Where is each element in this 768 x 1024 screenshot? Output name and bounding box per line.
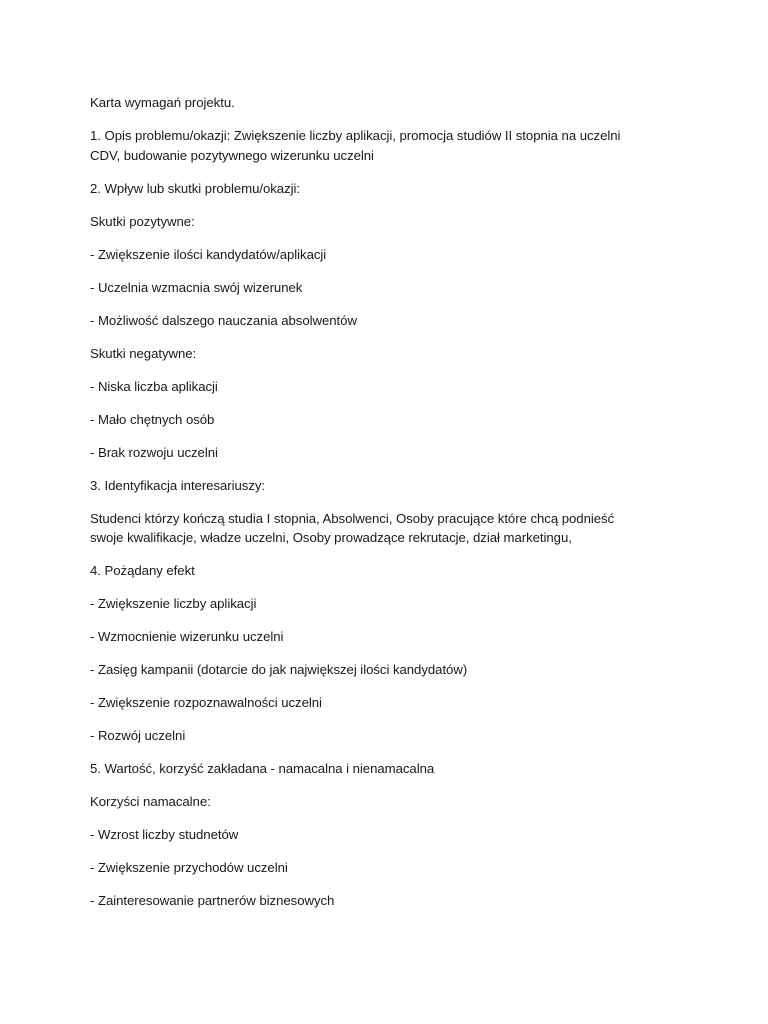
list-item: - Zasięg kampanii (dotarcie do jak największej ilości kandydatów) — [90, 662, 468, 677]
section-3-heading: 3. Identyfikacja interesariuszy: — [90, 477, 266, 493]
list-item: - Niska liczba aplikacji — [90, 378, 218, 394]
section-4-heading: 4. Pożądany efekt — [90, 563, 195, 578]
list-item: - Wzrost liczby studnetów — [90, 827, 239, 842]
list-item: - Zwiększenie ilości kandydatów/aplikacji — [90, 246, 327, 262]
list-item: - Mało chętnych osób — [90, 411, 215, 427]
list-item: - Zainteresowanie partnerów biznesowych — [90, 893, 335, 908]
section-2-heading: 2. Wpływ lub skutki problemu/okazji: — [90, 180, 301, 196]
negative-effects-heading: Skutki negatywne: — [90, 345, 197, 361]
list-item: - Zwiększenie przychodów uczelni — [90, 860, 288, 875]
list-item: - Możliwość dalszego nauczania absolwentów — [90, 312, 357, 328]
section-5-heading: 5. Wartość, korzyść zakładana - namacalna i nienamacalna — [90, 761, 435, 776]
list-item: - Brak rozwoju uczelni — [90, 444, 218, 460]
list-item: - Uczelnia wzmacnia swój wizerunek — [90, 279, 303, 295]
document-title: Karta wymagań projektu. — [90, 95, 235, 110]
document-body — [90, 93, 650, 924]
tangible-benefits-heading: Korzyści namacalne: — [90, 794, 211, 809]
list-item: - Zwiększenie rozpoznawalności uczelni — [90, 695, 322, 710]
list-item: - Wzmocnienie wizerunku uczelni — [90, 629, 284, 644]
stakeholders-paragraph: Studenci którzy kończą studia I stopnia, Absolwenci, Osoby pracujące które chcą podnieść swoje kwalifikacje, władze uczelni, Osoby prowadzące rekrutacje, dział marketingu, — [90, 510, 615, 545]
list-item: - Zwiększenie liczby aplikacji — [90, 596, 257, 611]
section-1-problem-description: 1. Opis problemu/okazji: Zwiększenie liczby aplikacji, promocja studiów II stopnia na uczelni CDV, budowanie pozytywnego wizerunku uczelni — [90, 128, 621, 163]
list-item: - Rozwój uczelni — [90, 728, 186, 743]
positive-effects-heading: Skutki pozytywne: — [90, 213, 195, 229]
